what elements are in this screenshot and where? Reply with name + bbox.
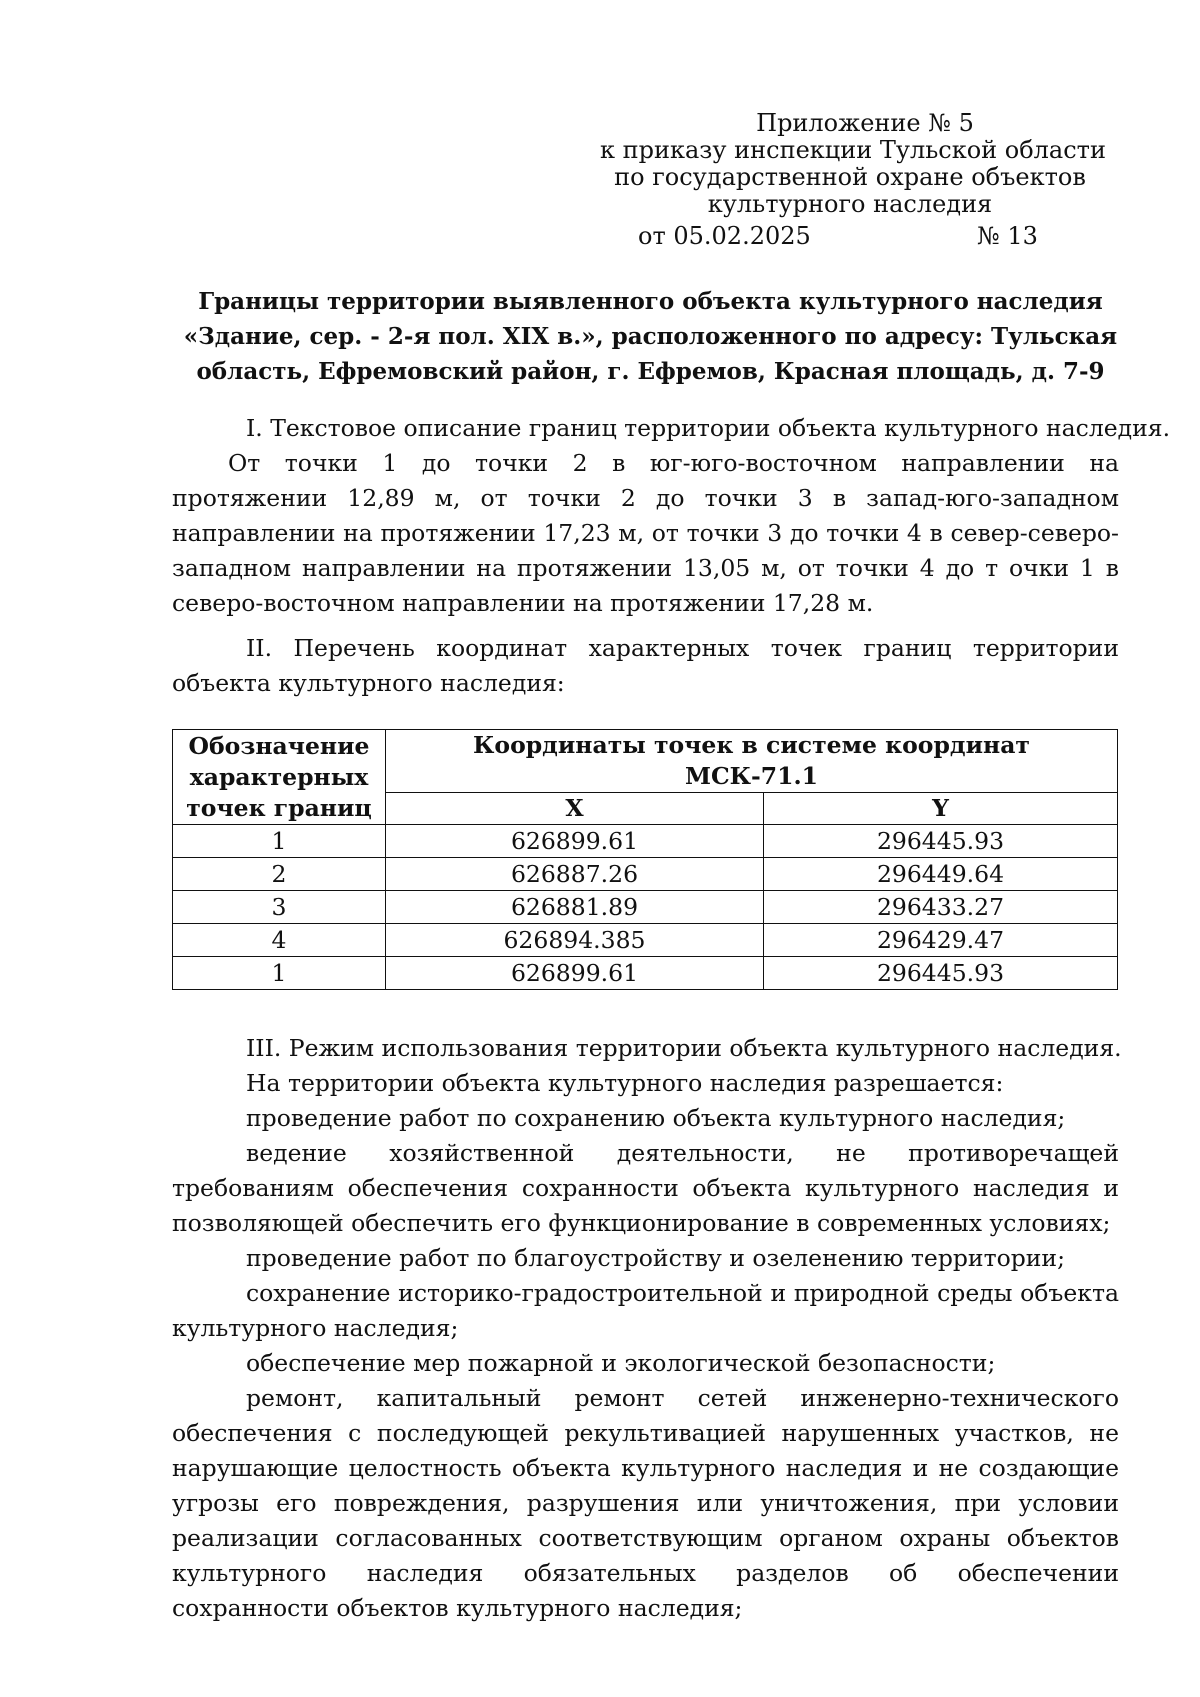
permitted-item: ремонт, капитальный ремонт сетей инженерно-технического обеспечения с последующей рекультивацией нарушенных участков, не нарушающие целостность объекта культурного наследия и не создающие угрозы его повреждения, разрушения или уничтожения, при условии реализации согласованных соответствующим органом охраны объектов культурного наследия обязательных разделов об обеспечении сохранности объектов культурного наследия; bbox=[172, 1384, 1119, 1622]
order-date: от 05.02.2025 bbox=[638, 222, 811, 250]
order-number: № 13 bbox=[977, 222, 1038, 250]
coords-header-line-1: Координаты точек в системе координат bbox=[473, 731, 1030, 759]
point-header-line-1: Обозначение bbox=[188, 731, 370, 760]
permitted-item: ведение хозяйственной деятельности, не противоречащей требованиям обеспечения сохранности объекта культурного наследия и позволяющей обеспечить его функционирование в современных условиях; bbox=[172, 1139, 1119, 1237]
attachment-authority: по государственной охране объектов bbox=[614, 163, 1086, 191]
table-row bbox=[173, 858, 1118, 891]
section-3 bbox=[172, 1031, 1122, 1626]
point-header-line-3: точек границ bbox=[186, 793, 372, 822]
table-header-row bbox=[173, 730, 1118, 793]
y-cell: 296445.93 bbox=[764, 957, 1118, 990]
y-cell: 296445.93 bbox=[764, 825, 1118, 858]
permitted-item: проведение работ по сохранению объекта культурного наследия; bbox=[246, 1104, 1066, 1132]
attachment-authority-cont: культурного наследия bbox=[707, 190, 993, 218]
coordinates-table bbox=[172, 729, 1118, 990]
point-cell: 2 bbox=[173, 858, 386, 891]
y-cell: 296433.27 bbox=[764, 891, 1118, 924]
attachment-header bbox=[600, 109, 1106, 218]
table-row bbox=[173, 825, 1118, 858]
y-cell: 296449.64 bbox=[764, 858, 1118, 891]
document-title bbox=[172, 284, 1129, 389]
section-3-intro: На территории объекта культурного наследия разрешается: bbox=[246, 1069, 1004, 1097]
table-row bbox=[173, 891, 1118, 924]
y-header: Y bbox=[764, 793, 1118, 825]
title-line-3: область, Ефремовский район, г. Ефремов, Красная площадь, д. 7-9 bbox=[196, 358, 1105, 385]
point-cell: 4 bbox=[173, 924, 386, 957]
attachment-number: Приложение № 5 bbox=[756, 109, 974, 137]
section-2-heading: II. Перечень координат характерных точек границ территории объекта культурного наследия: bbox=[172, 634, 1119, 697]
point-cell: 3 bbox=[173, 891, 386, 924]
coords-system-header bbox=[386, 730, 1118, 793]
attachment-order-ref: к приказу инспекции Тульской области bbox=[600, 136, 1106, 164]
point-cell: 1 bbox=[173, 825, 386, 858]
point-cell: 1 bbox=[173, 957, 386, 990]
x-cell: 626899.61 bbox=[386, 825, 764, 858]
x-header: X bbox=[386, 793, 764, 825]
x-cell: 626894.385 bbox=[386, 924, 764, 957]
permitted-item: обеспечение мер пожарной и экологической безопасности; bbox=[246, 1349, 996, 1377]
y-cell: 296429.47 bbox=[764, 924, 1118, 957]
x-cell: 626887.26 bbox=[386, 858, 764, 891]
coords-header-line-2: МСК-71.1 bbox=[684, 762, 819, 790]
title-line-1: Границы территории выявленного объекта культурного наследия bbox=[198, 288, 1103, 315]
x-cell: 626899.61 bbox=[386, 957, 764, 990]
permitted-item: сохранение историко-градостроительной и природной среды объекта культурного наследия; bbox=[172, 1279, 1119, 1342]
section-1-heading: I. Текстовое описание границ территории объекта культурного наследия. bbox=[246, 414, 1171, 442]
section-3-heading: III. Режим использования территории объекта культурного наследия. bbox=[246, 1034, 1122, 1062]
table-row bbox=[173, 924, 1118, 957]
point-designation-header bbox=[173, 730, 386, 825]
x-cell: 626881.89 bbox=[386, 891, 764, 924]
title-line-2: «Здание, сер. - 2-я пол. XIX в.», расположенного по адресу: Тульская bbox=[183, 323, 1118, 350]
point-header-line-2: характерных bbox=[189, 762, 369, 791]
table-row bbox=[173, 957, 1118, 990]
section-1-text: От точки 1 до точки 2 в юг-юго-восточном направлении на протяжении 12,89 м, от точки 2 до точки 3 в запад-юго-западном направлении на протяжении 17,23 м, от точки 3 до точки 4 в север-северо-западном направлении на протяжении 13,05 м, от точки 4 до т очки 1 в северо-восточном направлении на протяжении 17,28 м. bbox=[172, 449, 1119, 617]
permitted-item: проведение работ по благоустройству и озеленению территории; bbox=[246, 1244, 1066, 1272]
